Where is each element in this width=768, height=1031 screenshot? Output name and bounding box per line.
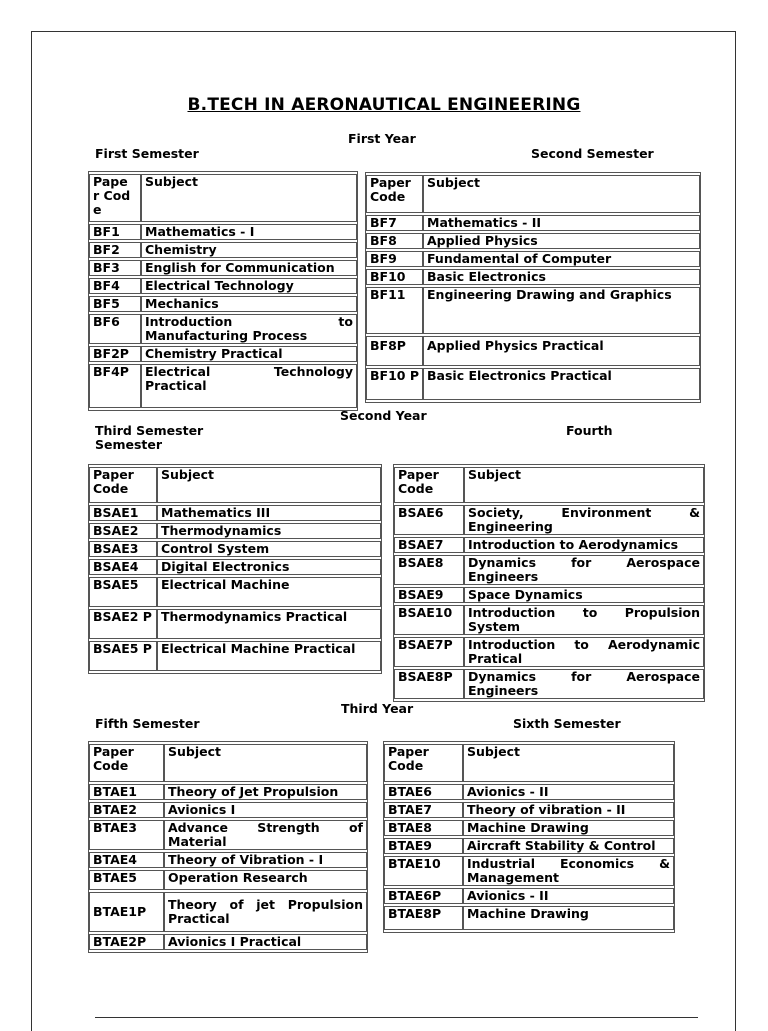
paper-code: BF8 xyxy=(366,233,423,249)
table-row xyxy=(89,296,357,312)
subject: Dynamics for Aerospace Engineers xyxy=(464,669,704,699)
paper-code: BTAE3 xyxy=(89,820,164,850)
subject: Digital Electronics xyxy=(157,559,381,575)
paper-code: BSAE1 xyxy=(89,505,157,521)
table-row xyxy=(89,224,357,240)
subject: Industrial Economics & Management xyxy=(463,856,674,886)
table-row xyxy=(89,892,367,932)
subject: Introduction to Aerodynamic Pratical xyxy=(464,637,704,667)
paper-code: BTAE2P xyxy=(89,934,164,950)
fifth-semester-label: Fifth Semester xyxy=(95,716,200,731)
paper-code: BSAE5 xyxy=(89,577,157,607)
paper-code: BTAE1P xyxy=(89,892,164,932)
paper-code: BTAE6P xyxy=(384,888,463,904)
table-row xyxy=(89,559,381,575)
table-row xyxy=(89,641,381,671)
sixth-semester-label: Sixth Semester xyxy=(513,716,621,731)
second-semester-table xyxy=(365,172,701,403)
subject: Society, Environment & Engineering xyxy=(464,505,704,535)
table-row xyxy=(384,906,674,930)
table-row xyxy=(384,784,674,800)
paper-code: BSAE10 xyxy=(394,605,464,635)
paper-code-header: Paper Code xyxy=(394,467,464,503)
paper-code: BTAE7 xyxy=(384,802,463,818)
paper-code: BF6 xyxy=(89,314,141,344)
subject-header: Subject xyxy=(464,467,704,503)
table-row xyxy=(89,609,381,639)
table-header-row xyxy=(89,174,357,222)
table-header-row xyxy=(89,467,381,503)
subject: Fundamental of Computer xyxy=(423,251,700,267)
paper-code: BF10 xyxy=(366,269,423,285)
page-title: B.TECH IN AERONAUTICAL ENGINEERING xyxy=(187,95,581,115)
table-row xyxy=(394,605,704,635)
subject: Thermodynamics Practical xyxy=(157,609,381,639)
paper-code: BTAE4 xyxy=(89,852,164,868)
paper-code: BSAE3 xyxy=(89,541,157,557)
table-row xyxy=(394,555,704,585)
paper-code: BSAE9 xyxy=(394,587,464,603)
subject: Introduction to Propulsion System xyxy=(464,605,704,635)
paper-code: BSAE8P xyxy=(394,669,464,699)
fourth-semester-label: Fourth xyxy=(566,423,613,438)
subject: Theory of vibration - II xyxy=(463,802,674,818)
paper-code: BSAE5 P xyxy=(89,641,157,671)
paper-code: BSAE2 xyxy=(89,523,157,539)
table-row xyxy=(394,637,704,667)
subject: Theory of Jet Propulsion xyxy=(164,784,367,800)
subject: Advance Strength of Material xyxy=(164,820,367,850)
table-row xyxy=(366,251,700,267)
second-semester-label: Second Semester xyxy=(531,146,654,161)
subject: Control System xyxy=(157,541,381,557)
first-semester-table xyxy=(88,171,358,411)
subject: Introduction to Manufacturing Process xyxy=(141,314,357,344)
subject: Avionics - II xyxy=(463,888,674,904)
table-header-row xyxy=(89,744,367,782)
paper-code-header: Paper Code xyxy=(89,467,157,503)
table-row xyxy=(89,820,367,850)
paper-code: BTAE10 xyxy=(384,856,463,886)
sixth-semester-table xyxy=(383,741,675,933)
table-row xyxy=(366,287,700,334)
paper-code: BF4 xyxy=(89,278,141,294)
paper-code: BF2 xyxy=(89,242,141,258)
subject: Electrical Machine xyxy=(157,577,381,607)
paper-code-header: Paper Code xyxy=(89,744,164,782)
table-row xyxy=(384,838,674,854)
table-row xyxy=(89,523,381,539)
subject: Electrical Technology Practical xyxy=(141,364,357,408)
subject: Mechanics xyxy=(141,296,357,312)
paper-code: BF5 xyxy=(89,296,141,312)
table-row xyxy=(89,278,357,294)
subject: Electrical Machine Practical xyxy=(157,641,381,671)
footer-rule xyxy=(95,1017,698,1018)
paper-code: BF7 xyxy=(366,215,423,231)
table-row xyxy=(384,802,674,818)
paper-code-header: Pape r Code xyxy=(89,174,141,222)
paper-code: BTAE5 xyxy=(89,870,164,890)
table-row xyxy=(89,314,357,344)
paper-code: BSAE7 xyxy=(394,537,464,553)
paper-code: BF9 xyxy=(366,251,423,267)
subject: Electrical Technology xyxy=(141,278,357,294)
second-year-heading: Second Year xyxy=(340,408,427,423)
paper-code: BTAE1 xyxy=(89,784,164,800)
table-row xyxy=(89,346,357,362)
subject: Machine Drawing xyxy=(463,820,674,836)
subject: English for Communication xyxy=(141,260,357,276)
subject: Mathematics III xyxy=(157,505,381,521)
subject: Mathematics - II xyxy=(423,215,700,231)
table-header-row xyxy=(384,744,674,782)
subject: Theory of Vibration - I xyxy=(164,852,367,868)
table-row xyxy=(89,505,381,521)
table-row xyxy=(366,368,700,400)
table-row xyxy=(366,336,700,366)
table-row xyxy=(366,233,700,249)
paper-code-header: Paper Code xyxy=(384,744,463,782)
table-row xyxy=(394,505,704,535)
table-row xyxy=(89,784,367,800)
subject-header: Subject xyxy=(141,174,357,222)
table-row xyxy=(366,269,700,285)
third-semester-label: Third Semester Semester xyxy=(95,423,204,452)
subject: Chemistry Practical xyxy=(141,346,357,362)
subject-header: Subject xyxy=(423,175,700,213)
paper-code: BF10 P xyxy=(366,368,423,400)
subject: Avionics - II xyxy=(463,784,674,800)
subject-header: Subject xyxy=(157,467,381,503)
table-row xyxy=(89,541,381,557)
subject: Theory of jet Propulsion Practical xyxy=(164,892,367,932)
subject: Avionics I Practical xyxy=(164,934,367,950)
paper-code: BSAE6 xyxy=(394,505,464,535)
subject: Thermodynamics xyxy=(157,523,381,539)
table-row xyxy=(384,888,674,904)
table-row xyxy=(89,260,357,276)
paper-code: BTAE8P xyxy=(384,906,463,930)
first-semester-label: First Semester xyxy=(95,146,199,161)
first-year-heading: First Year xyxy=(348,131,416,146)
subject: Dynamics for Aerospace Engineers xyxy=(464,555,704,585)
paper-code: BSAE8 xyxy=(394,555,464,585)
paper-code: BF11 xyxy=(366,287,423,334)
fourth-semester-table xyxy=(393,464,705,702)
paper-code: BSAE4 xyxy=(89,559,157,575)
subject: Mathematics - I xyxy=(141,224,357,240)
table-header-row xyxy=(366,175,700,213)
subject: Aircraft Stability & Control xyxy=(463,838,674,854)
table-row xyxy=(394,669,704,699)
third-semester-table xyxy=(88,464,382,674)
paper-code: BF4P xyxy=(89,364,141,408)
table-row xyxy=(394,587,704,603)
table-row xyxy=(89,577,381,607)
table-row xyxy=(89,852,367,868)
subject: Operation Research xyxy=(164,870,367,890)
paper-code: BSAE2 P xyxy=(89,609,157,639)
table-row xyxy=(394,537,704,553)
third-year-heading: Third Year xyxy=(341,701,414,716)
subject: Basic Electronics xyxy=(423,269,700,285)
paper-code: BF2P xyxy=(89,346,141,362)
paper-code: BTAE9 xyxy=(384,838,463,854)
subject: Space Dynamics xyxy=(464,587,704,603)
table-header-row xyxy=(394,467,704,503)
paper-code: BF8P xyxy=(366,336,423,366)
paper-code: BSAE7P xyxy=(394,637,464,667)
subject: Chemistry xyxy=(141,242,357,258)
fifth-semester-table xyxy=(88,741,368,953)
subject: Avionics I xyxy=(164,802,367,818)
subject-header: Subject xyxy=(164,744,367,782)
table-row xyxy=(89,242,357,258)
table-row xyxy=(89,934,367,950)
table-row xyxy=(89,802,367,818)
subject: Engineering Drawing and Graphics xyxy=(423,287,700,334)
subject: Introduction to Aerodynamics xyxy=(464,537,704,553)
subject: Applied Physics Practical xyxy=(423,336,700,366)
table-row xyxy=(366,215,700,231)
table-row xyxy=(384,820,674,836)
paper-code: BF1 xyxy=(89,224,141,240)
paper-code-header: Paper Code xyxy=(366,175,423,213)
paper-code: BTAE8 xyxy=(384,820,463,836)
table-row xyxy=(89,870,367,890)
table-row xyxy=(384,856,674,886)
paper-code: BTAE2 xyxy=(89,802,164,818)
subject: Applied Physics xyxy=(423,233,700,249)
subject-header: Subject xyxy=(463,744,674,782)
paper-code: BTAE6 xyxy=(384,784,463,800)
subject: Basic Electronics Practical xyxy=(423,368,700,400)
subject: Machine Drawing xyxy=(463,906,674,930)
table-row xyxy=(89,364,357,408)
paper-code: BF3 xyxy=(89,260,141,276)
